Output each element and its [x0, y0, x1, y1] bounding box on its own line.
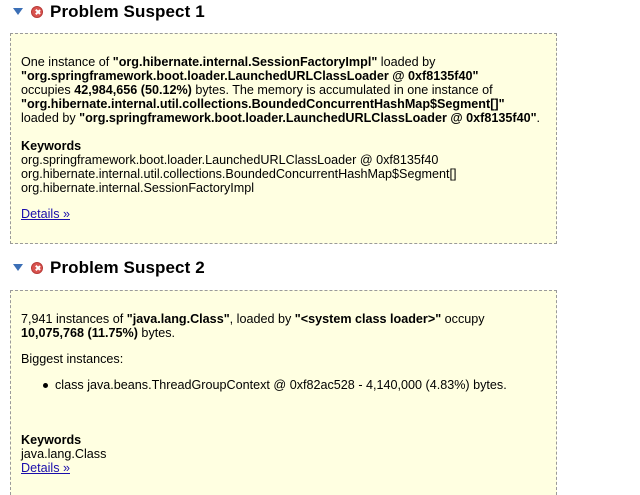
- suspect-title: Problem Suspect 1: [50, 2, 205, 21]
- error-icon: [31, 262, 43, 274]
- desc-text: , loaded by: [229, 312, 295, 326]
- desc-text: 7,941 instances of: [21, 312, 127, 326]
- keyword-item: org.springframework.boot.loader.LaunchedURLClassLoader @ 0xf8135f40: [21, 153, 439, 167]
- suspect-title: Problem Suspect 2: [50, 258, 205, 277]
- error-icon: [31, 6, 43, 18]
- suspect-2-header: [0, 256, 205, 280]
- desc-bold: "java.lang.Class": [126, 312, 230, 326]
- suspect-description: [21, 55, 546, 125]
- list-item: class java.beans.ThreadGroupContext @ 0xf82ac528 - 4,140,000 (4.83%) bytes.: [21, 378, 546, 392]
- desc-text: bytes. The memory is accumulated in one instance of: [191, 83, 493, 97]
- desc-text: occupy: [441, 312, 485, 326]
- desc-text: occupies: [21, 83, 75, 97]
- desc-text: bytes.: [137, 326, 176, 340]
- desc-text: .: [536, 111, 541, 125]
- desc-text: One instance of: [21, 55, 113, 69]
- desc-bold: 10,075,768 (11.75%): [21, 326, 138, 340]
- keywords-heading: Keywords: [21, 139, 82, 153]
- keyword-item: org.hibernate.internal.util.collections.BoundedConcurrentHashMap$Segment[]: [21, 167, 457, 181]
- keywords-heading: Keywords: [21, 433, 82, 447]
- collapse-toggle-icon[interactable]: [11, 5, 25, 19]
- collapse-toggle-icon[interactable]: [11, 261, 25, 275]
- desc-bold: "org.springframework.boot.loader.LaunchedURLClassLoader @ 0xf8135f40": [79, 111, 537, 125]
- keyword-item: org.hibernate.internal.SessionFactoryImpl: [21, 181, 255, 195]
- desc-bold: 42,984,656 (50.12%): [74, 83, 192, 97]
- suspect-1-header: [0, 0, 205, 24]
- desc-bold: "org.hibernate.internal.util.collections.BoundedConcurrentHashMap$Segment[]": [21, 97, 505, 111]
- desc-text: loaded by: [21, 111, 80, 125]
- desc-bold: "org.hibernate.internal.SessionFactoryImpl": [112, 55, 378, 69]
- biggest-instances-label: Biggest instances:: [21, 352, 124, 366]
- desc-bold: "<system class loader>": [294, 312, 442, 326]
- details-link[interactable]: Details »: [21, 461, 70, 475]
- suspect-description: [21, 312, 546, 340]
- suspect-1-panel: [10, 33, 557, 244]
- keyword-item: java.lang.Class: [21, 447, 107, 461]
- suspect-2-panel: [10, 290, 557, 495]
- details-link[interactable]: Details »: [21, 207, 70, 221]
- biggest-instances-list: [21, 378, 546, 392]
- desc-bold: "org.springframework.boot.loader.LaunchedURLClassLoader @ 0xf8135f40": [21, 69, 479, 83]
- desc-text: loaded by: [377, 55, 436, 69]
